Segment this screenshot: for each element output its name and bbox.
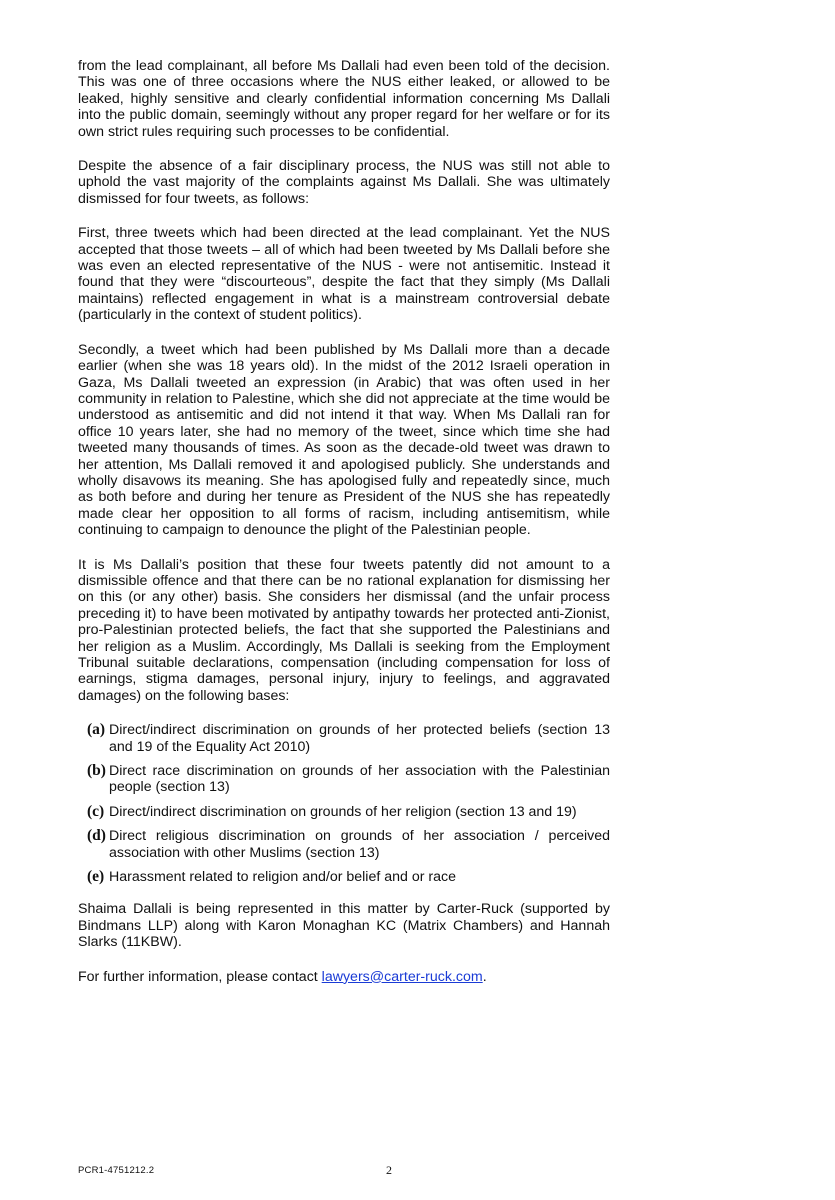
claim-text: Harassment related to religion and/or belief and or race: [109, 869, 456, 886]
contact-prefix: For further information, please contact: [78, 968, 322, 985]
claim-item-d: [78, 828, 610, 861]
claim-letter: (d): [87, 827, 106, 845]
claim-letter: (a): [87, 721, 106, 739]
paragraph-first-tweets: First, three tweets which had been directed at the lead complainant. Yet the NUS accepted that those tweets – all of which had been tweeted by Ms Dallali before she was even an elected representative of the NUS - were not antisemitic. Instead it found that they were “discourteous”, despite the fact that they simply (Ms Dallali maintains) reflected engagement in what is a mainstream controversial debate (particularly in the context of student politics).: [78, 225, 610, 324]
paragraph-representation: Shaima Dallali is being represented in this matter by Carter-Ruck (supported by Bindmans LLP) along with Karon Monaghan KC (Matrix Chambers) and Hannah Slarks (11KBW).: [78, 901, 610, 951]
claim-text: Direct/indirect discrimination on grounds of her religion (section 13 and 19): [109, 803, 577, 820]
claim-letter: (b): [87, 762, 106, 780]
paragraph-contact: [78, 969, 610, 985]
claim-item-a: [78, 722, 610, 755]
claim-text: Direct religious discrimination on grounds of her association / perceived association with other Muslims (section 13): [109, 828, 610, 861]
paragraph-second-tweet: Secondly, a tweet which had been published by Ms Dallali more than a decade earlier (when she was 18 years old). In the midst of the 2012 Israeli operation in Gaza, Ms Dallali tweeted an expression (in Arabic) that was often used in her community in relation to Palestine, which she did not appreciate at the time would be understood as antisemitic and did not intend it that way. When Ms Dallali ran for office 10 years later, she had no memory of the tweet, since which time she had tweeted many thousands of times. As soon as the decade-old tweet was drawn to her attention, Ms Dallali removed it and apologised publicly. She understands and wholly disavows its meaning. She has apologised fully and repeatedly since, much as both before and during her tenure as President of the NUS she has repeatedly made clear her opposition to all forms of racism, including antisemitism, while continuing to campaign to denounce the plight of the Palestinian people.: [78, 341, 610, 539]
claim-item-b: [78, 763, 610, 796]
claims-list: [78, 722, 610, 885]
contact-email-link[interactable]: lawyers@carter-ruck.com: [321, 968, 483, 985]
document-page: [78, 58, 610, 1003]
paragraph-dismissal-summary: Despite the absence of a fair disciplinary process, the NUS was still not able to uphold the vast majority of the complaints against Ms Dallali. She was ultimately dismissed for four tweets, as follows:: [78, 158, 610, 207]
claim-letter: (c): [87, 802, 105, 820]
document-reference: PCR1-4751212.2: [78, 1165, 155, 1176]
page-number: 2: [386, 1163, 392, 1177]
paragraph-leak-context: from the lead complainant, all before Ms Dallali had even been told of the decision. This was one of three occasions where the NUS either leaked, or allowed to be leaked, highly sensitive and clearly confidential information concerning Ms Dallali into the public domain, seemingly without any proper regard for her welfare or for its own strict rules requiring such processes to be confidential.: [78, 58, 610, 140]
claim-letter: (e): [87, 868, 105, 886]
contact-suffix: .: [482, 968, 487, 985]
paragraph-position: It is Ms Dallali’s position that these four tweets patently did not amount to a dismissible offence and that there can be no rational explanation for dismissing her on this (or any other) basis. She considers her dismissal (and the unfair process preceding it) to have been motivated by antipathy towards her protected anti-Zionist, pro-Palestinian protected beliefs, the fact that she supported the Palestinians and her religion as a Muslim. Accordingly, Ms Dallali is seeking from the Employment Tribunal suitable declarations, compensation (including compensation for loss of earnings, stigma damages, personal injury, injury to feelings, and aggravated damages) on the following bases:: [78, 556, 610, 704]
claim-item-c: [78, 804, 610, 820]
claim-text: Direct/indirect discrimination on grounds of her protected beliefs (section 13 and 19 of the Equality Act 2010): [109, 722, 610, 755]
claim-item-e: [78, 869, 610, 885]
claim-text: Direct race discrimination on grounds of her association with the Palestinian people (section 13): [109, 763, 610, 796]
